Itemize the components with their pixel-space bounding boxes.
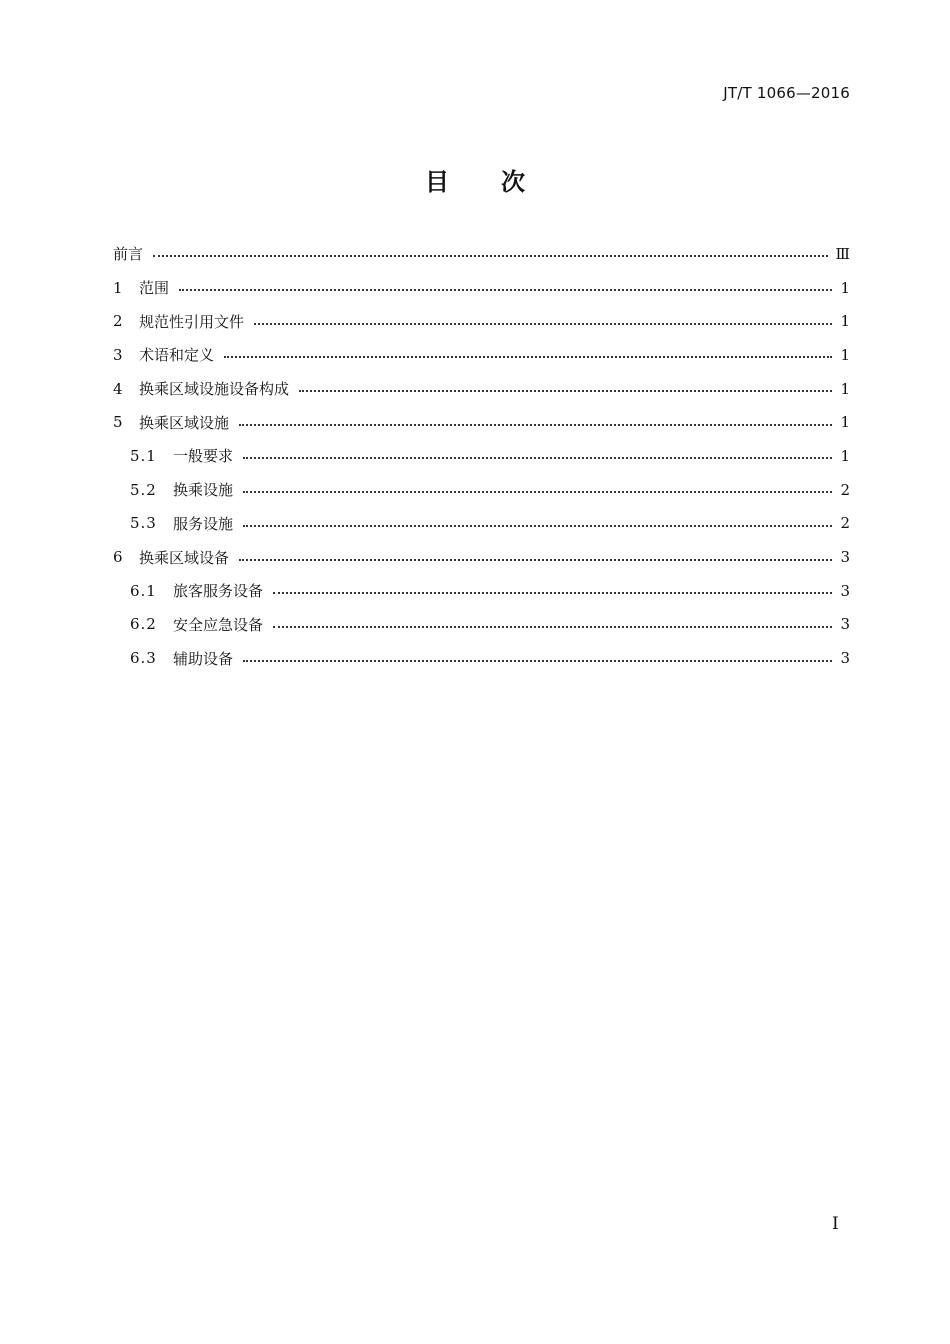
toc-entry-6-1[interactable] [113, 574, 850, 608]
toc-leader [243, 659, 832, 662]
toc-entry-5-3[interactable] [113, 507, 850, 541]
toc-leader [273, 591, 832, 594]
toc-entry-5[interactable] [113, 405, 850, 439]
toc-entry-number: 6.2 [130, 615, 157, 634]
toc-entry-number: 3 [113, 345, 123, 364]
toc-entry-page: 1 [840, 278, 850, 297]
toc-entry-page: 2 [840, 480, 850, 499]
toc-entry-6-2[interactable] [113, 608, 850, 642]
toc-entry-label: 规范性引用文件 [139, 312, 245, 331]
toc-entry-page: 1 [840, 345, 850, 364]
toc-entry-number: 5.3 [130, 514, 157, 533]
toc-entry-page: 1 [840, 312, 850, 331]
toc-leader [153, 254, 828, 257]
toc-entry-label: 安全应急设备 [173, 615, 264, 634]
toc-leader [243, 490, 832, 493]
toc-entry-6[interactable] [113, 540, 850, 574]
toc-entry-page: 2 [840, 514, 850, 533]
toc-leader [273, 625, 832, 628]
toc-entry-2[interactable] [113, 304, 850, 338]
standard-code: JT/T 1066—2016 [723, 84, 850, 102]
toc-entry-label: 旅客服务设备 [173, 582, 264, 601]
page-number: I [832, 1214, 839, 1234]
toc-entry-page: 3 [840, 548, 850, 567]
toc-entry-6-3[interactable] [113, 641, 850, 675]
toc-leader [243, 456, 832, 459]
toc-entry-number: 2 [113, 312, 123, 331]
toc-leader [224, 355, 832, 358]
toc-entry-3[interactable] [113, 338, 850, 372]
toc-entry-label: 范围 [139, 279, 170, 298]
toc-entry-page: 3 [840, 581, 850, 600]
table-of-contents [113, 237, 850, 675]
toc-entry-page: Ⅲ [835, 244, 850, 263]
toc-entry-page: 3 [840, 649, 850, 668]
toc-leader [179, 288, 832, 291]
toc-entry-number: 4 [113, 379, 123, 398]
toc-leader [239, 423, 832, 426]
toc-leader [254, 322, 832, 325]
toc-entry-page: 1 [840, 413, 850, 432]
toc-leader [299, 389, 832, 392]
toc-entry-label: 一般要求 [173, 447, 234, 466]
toc-entry-label: 术语和定义 [139, 346, 215, 365]
toc-entry-label: 辅助设备 [173, 649, 234, 668]
toc-entry-5-2[interactable] [113, 473, 850, 507]
toc-entry-page: 1 [840, 379, 850, 398]
toc-entry-label: 换乘区域设施设备构成 [139, 380, 290, 399]
toc-entry-label: 换乘区域设施 [139, 413, 230, 432]
toc-entry-number: 1 [113, 278, 123, 297]
toc-entry-number: 5.1 [130, 446, 157, 465]
toc-entry-label: 换乘区域设备 [139, 548, 230, 567]
toc-entry-foreword[interactable] [113, 237, 850, 271]
toc-entry-label: 换乘设施 [173, 481, 234, 500]
toc-leader [243, 524, 832, 527]
toc-entry-page: 3 [840, 615, 850, 634]
toc-entry-label: 前言 [113, 245, 144, 264]
toc-entry-number: 5 [113, 413, 123, 432]
toc-entry-number: 5.2 [130, 480, 157, 499]
toc-entry-5-1[interactable] [113, 439, 850, 473]
toc-entry-number: 6.1 [130, 581, 157, 600]
toc-entry-1[interactable] [113, 271, 850, 305]
page-title: 目次 [425, 168, 577, 196]
toc-entry-4[interactable] [113, 372, 850, 406]
toc-entry-page: 1 [840, 446, 850, 465]
toc-leader [239, 558, 832, 561]
toc-entry-number: 6 [113, 548, 123, 567]
toc-entry-label: 服务设施 [173, 514, 234, 533]
toc-entry-number: 6.3 [130, 649, 157, 668]
